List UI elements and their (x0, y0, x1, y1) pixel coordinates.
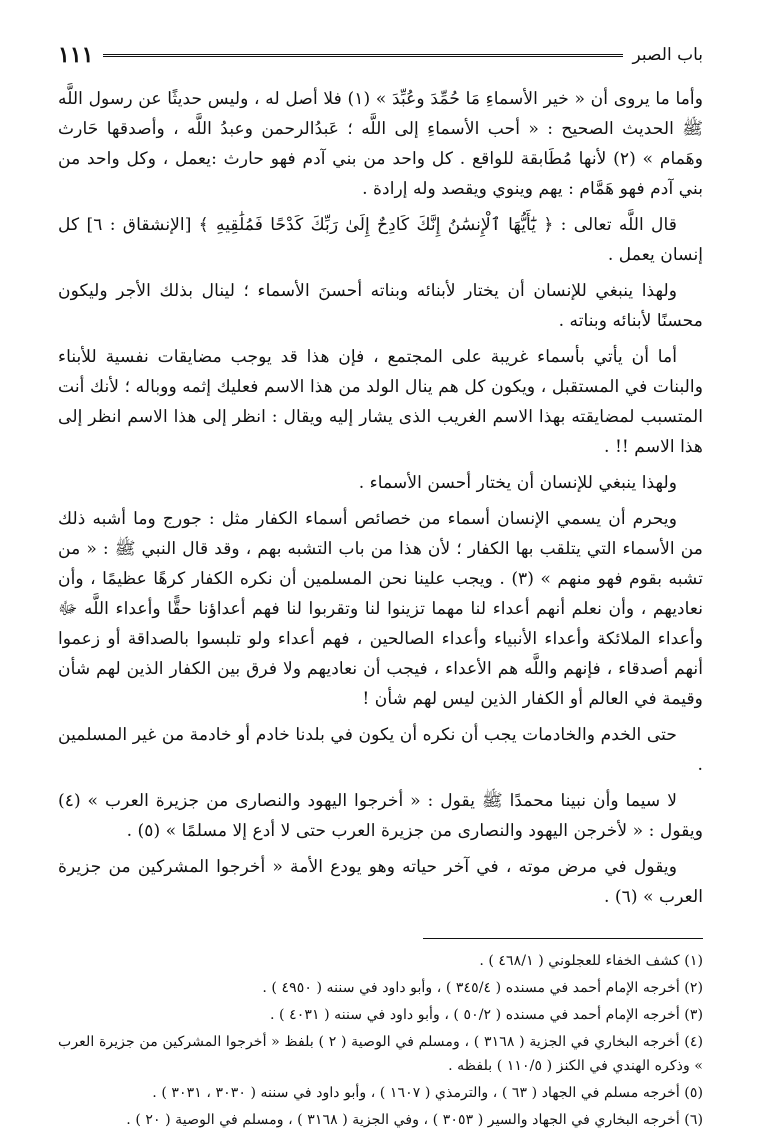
paragraph-quran-verse: قال اللَّه تعالى : ﴿ يَٰٓأَيُّهَا ٱلْإِنسَٰنُ إِنَّكَ كَادِحٌ إِلَىٰ رَبِّكَ كَدْحًا فَمُلَٰقِيهِ ﴾ [الإنشقاق : ٦] كل إنسان يعمل . (58, 215, 703, 265)
header-rule (103, 54, 622, 57)
main-text (58, 84, 703, 912)
footnote-3: (٣) أخرجه الإمام أحمد في مسنده ( ٥٠/٢ ) ، وأبو داود في سننه ( ٤٠٣١ ) . (270, 1007, 703, 1023)
paragraph-final-illness: ويقول في مرض موته ، في آخر حياته وهو يودع الأمة « أخرجوا المشركين من جزيرة العرب » (٦) . (58, 857, 703, 907)
running-title: باب الصبر (632, 45, 703, 65)
footnote-separator (423, 938, 703, 939)
paragraph-arabian-peninsula: لا سيما وأن نبينا محمدًا ﷺ يقول : « أخرجوا اليهود والنصارى من جزيرة العرب » (٤) ويقول : « لأخرجن اليهود والنصارى من جزيرة العرب حتى لا أدع إلا مسلمًا » (٥) . (58, 791, 703, 841)
footnote-1: (١) كشف الخفاء للعجلوني ( ٤٦٨/١ ) . (479, 953, 703, 969)
footnote-6: (٦) أخرجه البخاري في الجهاد والسير ( ٣٠٥٣ ) ، وفي الجزية ( ٣١٦٨ ) ، ومسلم في الوصية ( ٢٠ ) . (126, 1112, 703, 1128)
paragraph-kuffar-names: ويحرم أن يسمي الإنسان أسماء من خصائص أسماء الكفار مثل : جورج وما أشبه ذلك من الأسماء التي يتلقب بها الكفار ؛ لأن هذا من باب التشبه بهم ، وقد قال النبي ﷺ : « من تشبه بقوم فهو منهم » (٣) . ويجب علينا نحن المسلمين أن نكره الكفار كرهًا عظيمًا ، وأن نعاديهم ، وأن نعلم أنهم أعداء لنا مهما تزينوا لنا وتقربوا لنا فهم أعداؤنا حقًّا وأعداء اللَّه ﷻ وأعداء الملائكة وأعداء الأنبياء وأعداء الصالحين ، فهم أعداء ولو تلبسوا بالصداقة أو زعموا أنهم أصدقاء ، فإنهم واللَّه هم الأعداء ، فيجب أن نعاديهم ولا فرق بين الكفار الذين لهم شأن وقيمة في العالم أو الكفار الذين ليس لهم شأن ! (58, 509, 703, 709)
page-header (58, 40, 703, 70)
paragraph-strange-names: أما أن يأتي بأسماء غريبة على المجتمع ، فإن هذا قد يوجب مضايقات نفسية للأبناء والبنات في المستقبل ، ويكون كل هم ينال الولد من هذا الاسم فعليك إثمه ووباله ؛ لأنك أنت المتسبب لمضايقته بهذا الاسم الغريب الذى يشار إليه ويقال : انظر إلى هذا الاسم انظر إلى هذا الاسم !! . (58, 347, 703, 457)
page-number: ١١١ (58, 42, 94, 68)
footnote-4: (٤) أخرجه البخاري في الجزية ( ٣١٦٨ ) ، ومسلم في الوصية ( ٢ ) بلفظ « أخرجوا المشركين من جزيرة العرب » وذكره الهندي في الكنز ( ١١٠/٥ ) بلفظه . (58, 1034, 703, 1074)
footnote-2: (٢) أخرجه الإمام أحمد في مسنده ( ٣٤٥/٤ ) ، وأبو داود في سننه ( ٤٩٥٠ ) . (262, 980, 703, 996)
paragraph-best-names-advice: ولهذا ينبغي للإنسان أن يختار أحسن الأسماء . (358, 473, 677, 493)
paragraph-servants: حتى الخدم والخادمات يجب أن نكره أن يكون في بلدنا خادم أو خادمة من غير المسلمين . (58, 725, 703, 775)
paragraph-choose-best-names: ولهذا ينبغي للإنسان أن يختار لأبنائه وبناته أحسنَ الأسماء ؛ لينال بذلك الأجر وليكون محسنًا لأبنائه وبناته . (58, 281, 703, 331)
footnote-5: (٥) أخرجه مسلم في الجهاد ( ٦٣ ) ، والترمذي ( ١٦٠٧ ) ، وأبو داود في سننه ( ٣٠٣٠ ، ٣٠٣١ ) . (152, 1085, 703, 1101)
footnotes (58, 949, 703, 1132)
paragraph-names-hadith: وأما ما يروى أن « خير الأسماءِ مَا حُمِّدَ وعُبِّدَ » (١) فلا أصل له ، وليس حديثًا عن رسول اللَّه ﷺ الحديث الصحيح : « أحب الأسماءِ إلى اللَّه ؛ عَبدُالرحمن وعبدُ اللَّه ، وأصدقها حَارث وهَمام » (٢) لأنها مُطَابقة للواقع . كل واحد من بني آدم فهو حارث :يعمل ، وكل واحد من بني آدم فهو هَمَّام : يهم وينوي ويقصد وله إرادة . (58, 89, 704, 199)
